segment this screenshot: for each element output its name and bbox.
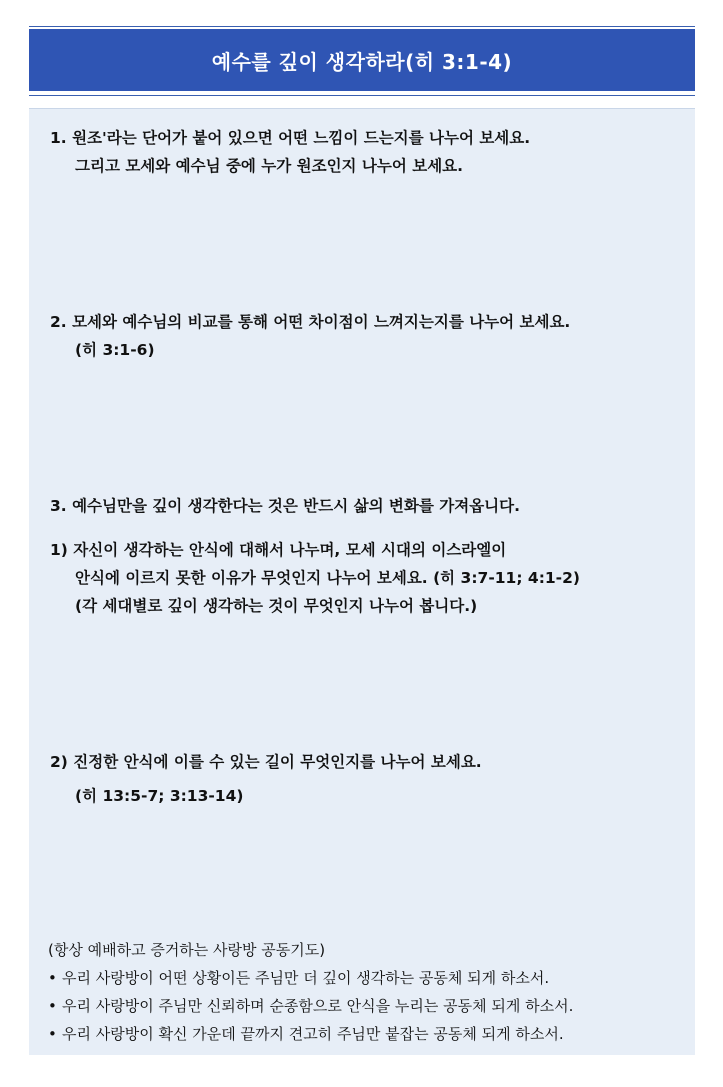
question-3-1-line-3: (각 세대별로 깊이 생각하는 것이 무엇인지 나누어 봅니다.): [75, 597, 478, 615]
prayer-section: [48, 936, 573, 1048]
title-bar: [29, 29, 695, 91]
question-3-2: [50, 748, 482, 810]
question-3-line-1: 3. 예수님만을 깊이 생각한다는 것은 반드시 삶의 변화를 가져옵니다.: [50, 497, 521, 515]
bullet-icon: •: [48, 997, 57, 1015]
question-3-2-line-1: 2) 진정한 안식에 이를 수 있는 길이 무엇인지를 나누어 보세요.: [50, 753, 482, 771]
question-3-1-line-2: 안식에 이르지 못한 이유가 무엇인지 나누어 보세요. (히 3:7-11; 4:1-2): [75, 569, 580, 587]
bullet-icon: •: [48, 969, 57, 987]
question-3-1: [50, 536, 580, 620]
question-3: [50, 492, 520, 520]
question-1-line-2: 그리고 모세와 예수님 중에 누가 원조인지 나누어 보세요.: [75, 157, 464, 175]
prayer-item: • 우리 사랑방이 확신 가운데 끝까지 견고히 주님만 붙잡는 공동체 되게 하소서.: [48, 1020, 573, 1048]
question-2: [50, 308, 570, 364]
question-3-2-line-2: (히 13:5-7; 3:13-14): [75, 787, 244, 805]
bullet-icon: •: [48, 1025, 57, 1043]
question-1-line-1: 1. 원조'라는 단어가 붙어 있으면 어떤 느낌이 드는지를 나누어 보세요.: [50, 129, 531, 147]
prayer-heading: (항상 예배하고 증거하는 사랑방 공동기도): [48, 941, 326, 959]
question-3-1-line-1: 1) 자신이 생각하는 안식에 대해서 나누며, 모세 시대의 이스라엘이: [50, 541, 507, 559]
title-banner: [29, 26, 695, 96]
question-2-line-1: 2. 모세와 예수님의 비교를 통해 어떤 차이점이 느껴지는지를 나누어 보세요.: [50, 313, 571, 331]
page-title: 예수를 깊이 생각하라(히 3:1-4): [211, 49, 513, 74]
question-2-line-2: (히 3:1-6): [75, 341, 155, 359]
prayer-item: • 우리 사랑방이 주님만 신뢰하며 순종함으로 안식을 누리는 공동체 되게 하소서.: [48, 992, 573, 1020]
question-1: [50, 124, 530, 180]
prayer-item: • 우리 사랑방이 어떤 상황이든 주님만 더 깊이 생각하는 공동체 되게 하소서.: [48, 964, 573, 992]
